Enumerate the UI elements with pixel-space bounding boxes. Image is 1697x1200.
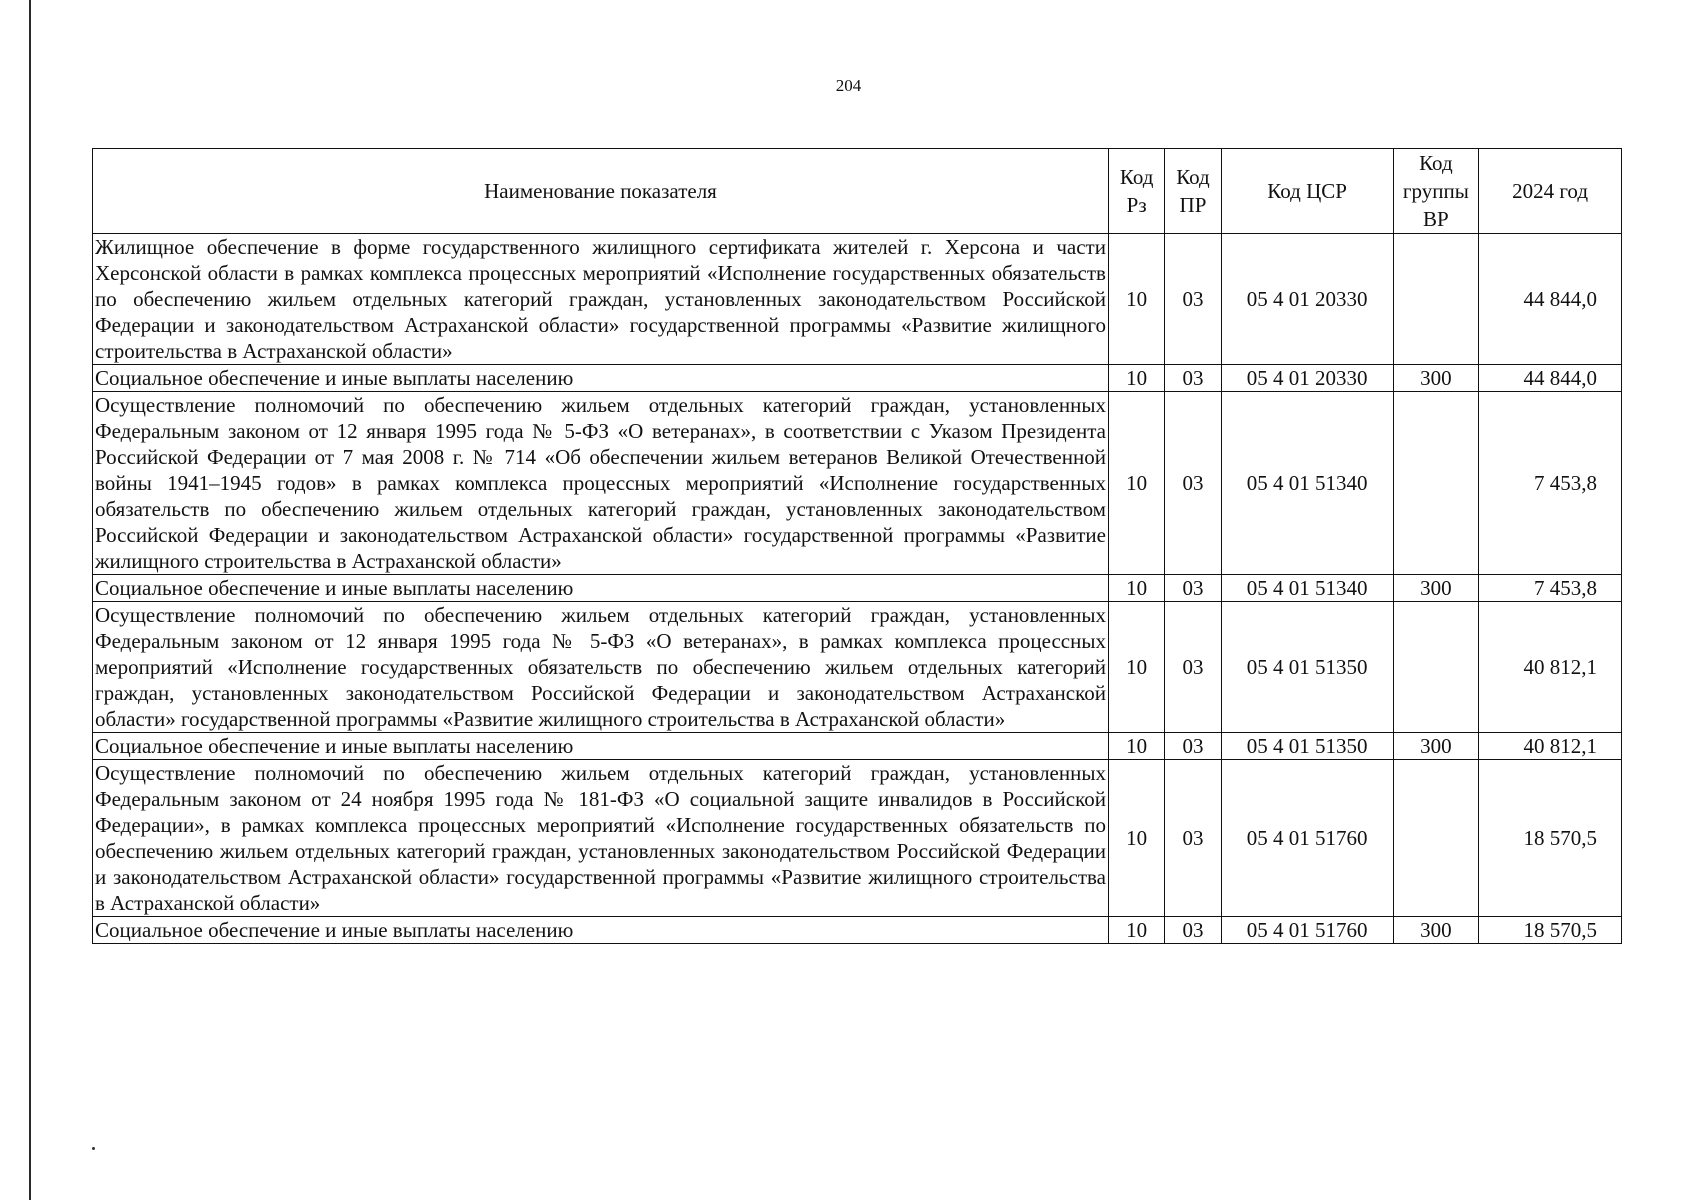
row-name: Социальное обеспечение и иные выплаты населению [93, 365, 1109, 392]
row-amount: 18 570,5 [1479, 917, 1622, 944]
row-csr: 05 4 01 20330 [1221, 365, 1393, 392]
table-row [93, 365, 1622, 392]
table-header-row [93, 149, 1622, 234]
row-vr: 300 [1393, 917, 1479, 944]
row-csr: 05 4 01 51760 [1221, 760, 1393, 917]
row-amount: 40 812,1 [1479, 602, 1622, 733]
row-rz: 10 [1108, 733, 1164, 760]
row-name: Социальное обеспечение и иные выплаты населению [93, 733, 1109, 760]
row-amount: 18 570,5 [1479, 760, 1622, 917]
row-csr: 05 4 01 51760 [1221, 917, 1393, 944]
table-row [93, 234, 1622, 365]
row-pr: 03 [1165, 234, 1221, 365]
header-pr: Код ПР [1165, 149, 1221, 234]
table-row [93, 575, 1622, 602]
row-pr: 03 [1165, 760, 1221, 917]
row-vr [1393, 602, 1479, 733]
row-amount: 40 812,1 [1479, 733, 1622, 760]
row-pr: 03 [1165, 917, 1221, 944]
row-rz: 10 [1108, 917, 1164, 944]
header-csr: Код ЦСР [1221, 149, 1393, 234]
row-vr [1393, 234, 1479, 365]
header-rz: Код Рз [1108, 149, 1164, 234]
header-year: 2024 год [1479, 149, 1622, 234]
row-amount: 44 844,0 [1479, 234, 1622, 365]
row-rz: 10 [1108, 575, 1164, 602]
budget-table [92, 148, 1622, 944]
row-vr: 300 [1393, 733, 1479, 760]
row-name: Жилищное обеспечение в форме государственного жилищного сертификата жителей г. Херсона и части Херсонской области в рамках комплекса процессных мероприятий «Исполнение государственных обязательств по обеспечению жильем отдельных категорий граждан, установленных законодательством Российской Федерации и законодательством Астраханской области» государственной программы «Развитие жилищного строительства в Астраханской области» [93, 234, 1109, 365]
table-row [93, 602, 1622, 733]
row-name: Социальное обеспечение и иные выплаты населению [93, 575, 1109, 602]
row-pr: 03 [1165, 602, 1221, 733]
row-csr: 05 4 01 51350 [1221, 733, 1393, 760]
row-pr: 03 [1165, 733, 1221, 760]
table-row [93, 733, 1622, 760]
row-csr: 05 4 01 51340 [1221, 575, 1393, 602]
row-csr: 05 4 01 51340 [1221, 392, 1393, 575]
row-vr: 300 [1393, 575, 1479, 602]
table-row [93, 917, 1622, 944]
row-amount: 7 453,8 [1479, 392, 1622, 575]
row-amount: 7 453,8 [1479, 575, 1622, 602]
row-csr: 05 4 01 20330 [1221, 234, 1393, 365]
row-name: Осуществление полномочий по обеспечению жильем отдельных категорий граждан, установленных Федеральным законом от 12 января 1995 года № 5-ФЗ «О ветеранах», в соответствии с Указом Президента Российской Федерации от 7 мая 2008 г. № 714 «Об обеспечении жильем ветеранов Великой Отечественной войны 1941–1945 годов» в рамках комплекса процессных мероприятий «Исполнение государственных обязательств по обеспечению жильем отдельных категорий граждан, установленных законодательством Российской Федерации и законодательством Астраханской области» государственной программы «Развитие жилищного строительства в Астраханской области» [93, 392, 1109, 575]
row-csr: 05 4 01 51350 [1221, 602, 1393, 733]
row-vr: 300 [1393, 365, 1479, 392]
row-pr: 03 [1165, 365, 1221, 392]
header-name: Наименование показателя [93, 149, 1109, 234]
row-rz: 10 [1108, 392, 1164, 575]
row-name: Осуществление полномочий по обеспечению жильем отдельных категорий граждан, установленных Федеральным законом от 12 января 1995 года № 5-ФЗ «О ветеранах», в рамках комплекса процессных мероприятий «Исполнение государственных обязательств по обеспечению жильем отдельных категорий граждан, установленных законодательством Российской Федерации и законодательством Астраханской области» государственной программы «Развитие жилищного строительства в Астраханской области» [93, 602, 1109, 733]
row-rz: 10 [1108, 602, 1164, 733]
table-row [93, 392, 1622, 575]
row-amount: 44 844,0 [1479, 365, 1622, 392]
row-vr [1393, 392, 1479, 575]
row-rz: 10 [1108, 234, 1164, 365]
row-rz: 10 [1108, 365, 1164, 392]
row-name: Социальное обеспечение и иные выплаты населению [93, 917, 1109, 944]
table-row [93, 760, 1622, 917]
scan-dot [92, 1147, 95, 1150]
row-rz: 10 [1108, 760, 1164, 917]
header-vr: Код группы ВР [1393, 149, 1479, 234]
page-number: 204 [835, 76, 862, 95]
binding-edge-line [29, 0, 31, 1200]
row-vr [1393, 760, 1479, 917]
row-pr: 03 [1165, 575, 1221, 602]
row-name: Осуществление полномочий по обеспечению жильем отдельных категорий граждан, установленных Федеральным законом от 24 ноября 1995 года № 181-ФЗ «О социальной защите инвалидов в Российской Федерации», в рамках комплекса процессных мероприятий «Исполнение государственных обязательств по обеспечению жильем отдельных категорий граждан, установленных законодательством Российской Федерации и законодательством Астраханской области» государственной программы «Развитие жилищного строительства в Астраханской области» [93, 760, 1109, 917]
row-pr: 03 [1165, 392, 1221, 575]
